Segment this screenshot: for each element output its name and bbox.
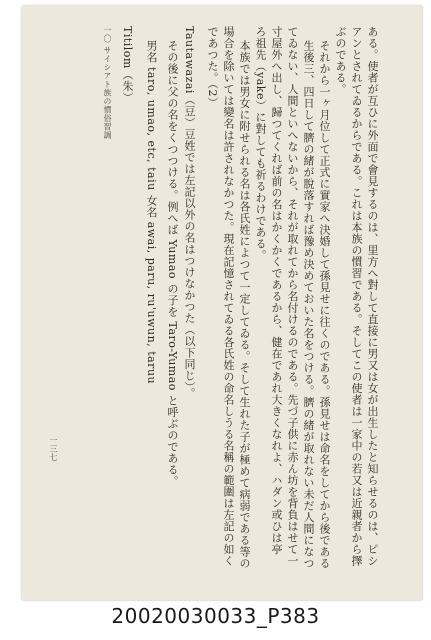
- text-line: Tautawazai（豆）豆姓では左記以外の名はつけなかつた（以下同じ）。: [183, 26, 196, 399]
- text-line: アンとされてゐるからである。これは本族の慣習である。そしてこの使者は一家中の若又は近親者から擇: [350, 26, 363, 567]
- text-line: その後に父の名をくつつける。例へば Yumao の子を Taro-Yumao と呼ぶのである。: [166, 40, 179, 487]
- book-page: [22, 6, 422, 600]
- text-line: それから一ヶ月位して正式に實家へ決婚して孫見せに往くのである。孫見せは命名をしてから後である: [318, 40, 331, 569]
- text-line: てゐない、人間といへないから、それが取れてから名付けるのである。先づ子供に赤ん坊を背負はせて一: [286, 26, 299, 567]
- text-line: 男名 taro, umao, etc, taiu 女名 awai, paru, ru'uwun, taruu: [145, 40, 158, 385]
- text-line: 場合を除いては變名は許されなかつた。現在記憶されてゐる各氏姓の命名しうる名稱の範圍は左記の如く: [222, 26, 235, 567]
- text-line: ぶのである。: [334, 26, 347, 95]
- text-line: ある。使者が互ひに外面で會見するのは、里方へ對して直接に男又は女が出生したと知らせるのは、ピシ: [366, 26, 379, 567]
- running-header: 一〇 サイシアト族の慣俗習調: [103, 26, 112, 140]
- page-number: 一三七: [49, 436, 58, 462]
- text-line: 本族では男女に附せられる名は各氏姓によつて一定してゐる。そして生れた子が極めて病弱である等の: [238, 40, 251, 569]
- text-line: ろ祖先（yake）に對しても祈るわけである。: [254, 26, 267, 261]
- text-line: 生後三、四日して臍の緒が脫落すれば豫め決めておいた名をつける。臍の緒が取れない未だ人間になつ: [302, 40, 315, 569]
- text-line: であつた。（2）: [206, 26, 219, 109]
- text-line: Titilom（朱）: [121, 26, 134, 104]
- image-caption: 20020030033_P383: [111, 604, 320, 628]
- text-line: 寸屋外へ出し、歸つてくれば前の名はかくかくであるから、健在であれ大きくなれよ、ハダン或ひは亭: [270, 26, 283, 555]
